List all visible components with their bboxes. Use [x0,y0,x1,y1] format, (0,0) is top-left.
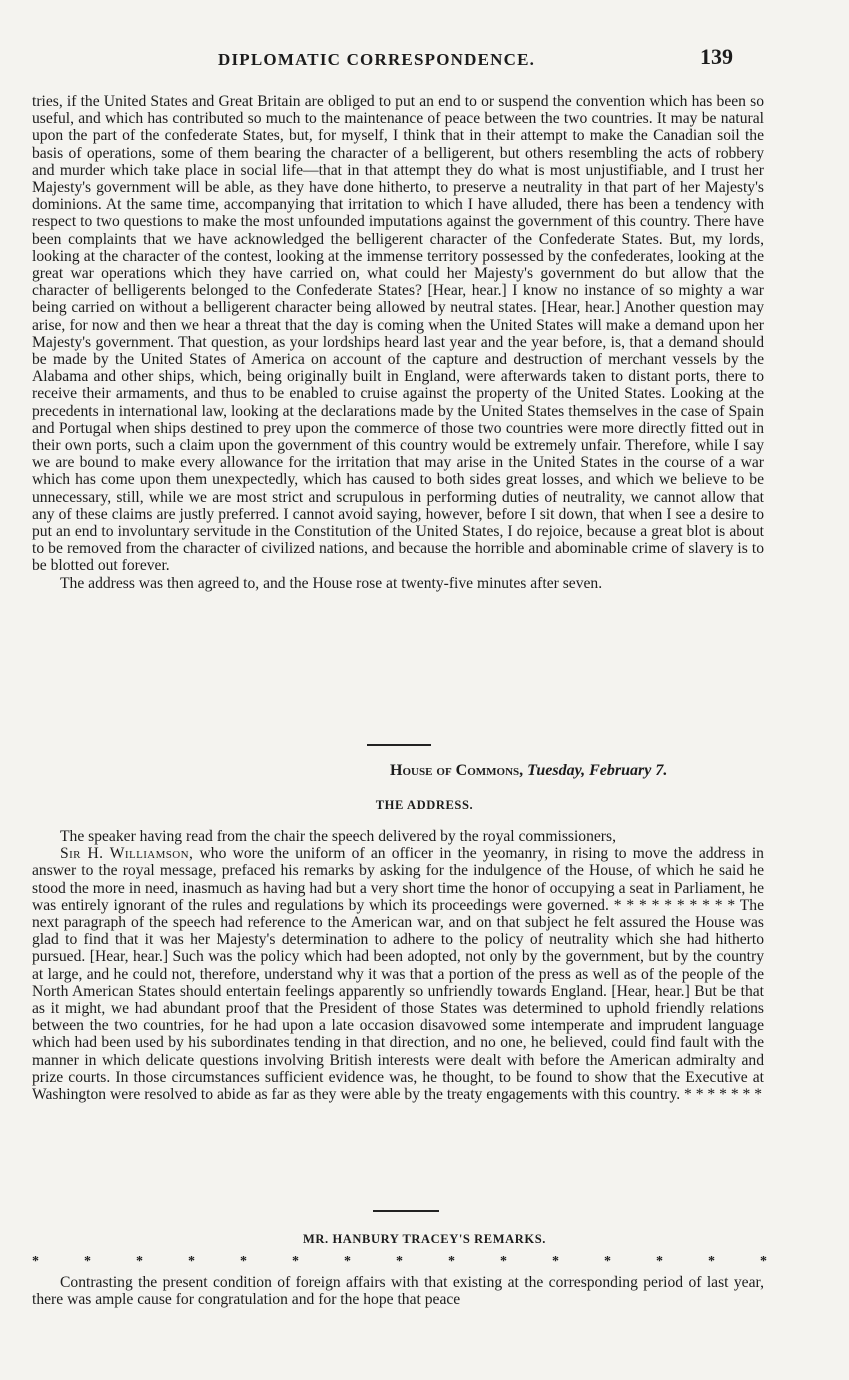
williamson-text: who wore the uniform of an officer in the yeomanry, in rising to move the address in answer to the royal message, prefaced his remarks by asking for the indulgence of the House, of which he said he stood the more in need, inasmuch as having had but a very short time the honor of occupying a seat in Parliament, he was entirely ignorant of the rules and regulations by which its proceedings were governed. [32,845,764,914]
page-number: 139 [700,44,733,69]
omission-stars: * * * * * * * [684,1086,762,1104]
running-head [0,44,849,74]
section-divider [373,1210,439,1212]
omission-stars: * * * * * * * [651,896,736,914]
closing-paragraph: The address was then agreed to, and the House rose at twenty-five minutes after seven. [60,574,603,592]
omission-star: * [396,1254,403,1269]
omission-star: * [32,1254,39,1269]
house-name: House of Commons, [390,762,524,779]
omission-star: * [240,1254,247,1269]
section-title-address: THE ADDRESS. [375,798,474,812]
commons-speech-block [32,828,764,1103]
omission-stars: * * * [613,896,647,914]
omission-star: * [552,1254,559,1269]
section-divider [367,744,431,746]
omission-star: * [656,1254,663,1269]
tracey-speech-block [32,1274,764,1308]
omission-star: * [344,1254,351,1269]
session-date: Tuesday, February 7. [527,762,668,779]
omission-stars-row [32,1254,767,1270]
speaker-name: Sir H. Williamson, [60,845,194,863]
williamson-text-continued: The next paragraph of the speech had reference to the American war, and on that subject he felt assured the House was glad to find that it was her Majesty's determination to adhere to the policy of neutrality which she had hitherto pursued. [Hear, hear.] Such was the policy which had been adopted, not only by the government, but by the country at large, and he could not, therefore, understand why it was that a portion of the press as well as of the people of the North American States should entertain feelings apparently so unfriendly towards England. [Hear, hear.] But be that as it might, we had abundant proof that the President of those States was determined to uphold friendly relations between the two countries, for he had upon a late occasion disavowed some intemperate and imprudent language which had been used by his subordinates tending in that direction, and no one, he believed, could find fault with the manner in which delicate questions involving British interests were dealt with before the American admiralty and prize courts. In those circumstances sufficient evidence was, he thought, to be found to show that the Executive at Washington were resolved to abide as far as they were able by the treaty engagements with this country. [32,896,764,1104]
omission-star: * [604,1254,611,1269]
omission-star: * [84,1254,91,1269]
omission-star: * [448,1254,455,1269]
lords-speech-paragraph: tries, if the United States and Great Britain are obliged to put an end to or suspend the convention which has been so useful, and which has contributed so much to the maintenance of peace between the two countries. It may be natural upon the part of the confederate States, but, for myself, I think that in their attempt to make the Canadian soil the basis of operations, some of them bearing the character of a belligerent, but others resembling the acts of robbery and murder which take place in social life—that in that attempt they do what is most unjustifiable, and I trust her Majesty's government will be able, as they have done hitherto, to preserve a neutrality in that part of her Majesty's dominions. At the same time, accompanying that irritation to which I have alluded, there has been a tendency with respect to two questions to make the most unfounded imputations against the government of this country. There have been complaints that we have acknowledged the belligerent character of the Confederate States. But, my lords, looking at the character of the contest, looking at the immense territory possessed by the confederates, looking at the great war operations which they have carried on, what could her Majesty's government do but allow that the character of belligerents belonged to the Confederate States? [Hear, hear.] I know no instance of so mighty a war being carried on without a belligerent character being allowed by neutral states. [Hear, hear.] Another question may arise, for now and then we hear a threat that the day is coming when the United States will make a demand upon her Majesty's government. That question, as your lordships heard last year and the year before, is, that a demand should be made by the United States of America on account of the capture and destruction of merchant vessels by the Alabama and other ships, which, being originally built in England, were afterwards taken to distant ports, there to receive their armaments, and thus to be enabled to cruise against the property of the United States. Looking at the precedents in international law, looking at the declarations made by the United States themselves in the case of Spain and Portugal when ships destined to prey upon the commerce of those two countries were more directly fitted out in their own ports, such a claim upon the government of this country would be extremely unfair. Therefore, while I say we are bound to make every allowance for the irritation that may arise in the United States in the course of a war which has come upon them unexpectedly, which has caused to both sides great losses, and which we believe to be unnecessary, still, while we are most strict and scrupulous in performing duties of neutrality, we cannot allow that any of these claims are justly preferred. I cannot avoid saying, however, before I sit down, that when I see a desire to put an end to involuntary servitude in the Constitution of the United States, I do rejoice, because a great blot is about to be removed from the character of civilized nations, and because the horrible and abominable crime of slavery is to be blotted out forever. [32,93,764,575]
speaker-intro-paragraph: The speaker having read from the chair the speech delivered by the royal commissioners, [60,828,616,845]
running-title: DIPLOMATIC CORRESPONDENCE. [218,50,536,69]
omission-star: * [188,1254,195,1269]
omission-star: * [136,1254,143,1269]
williamson-paragraph [32,845,764,1103]
omission-star: * [500,1254,507,1269]
session-heading [390,762,667,780]
omission-star: * [292,1254,299,1269]
tracey-paragraph: Contrasting the present condition of foreign affairs with that existing at the corresponding period of last year, there was ample cause for congratulation and for the hope that peace [32,1274,764,1309]
omission-star: * [708,1254,715,1269]
lords-speech-block [32,93,764,592]
omission-star: * [760,1254,767,1269]
section-title-tracey: MR. HANBURY TRACEY'S REMARKS. [302,1232,547,1246]
